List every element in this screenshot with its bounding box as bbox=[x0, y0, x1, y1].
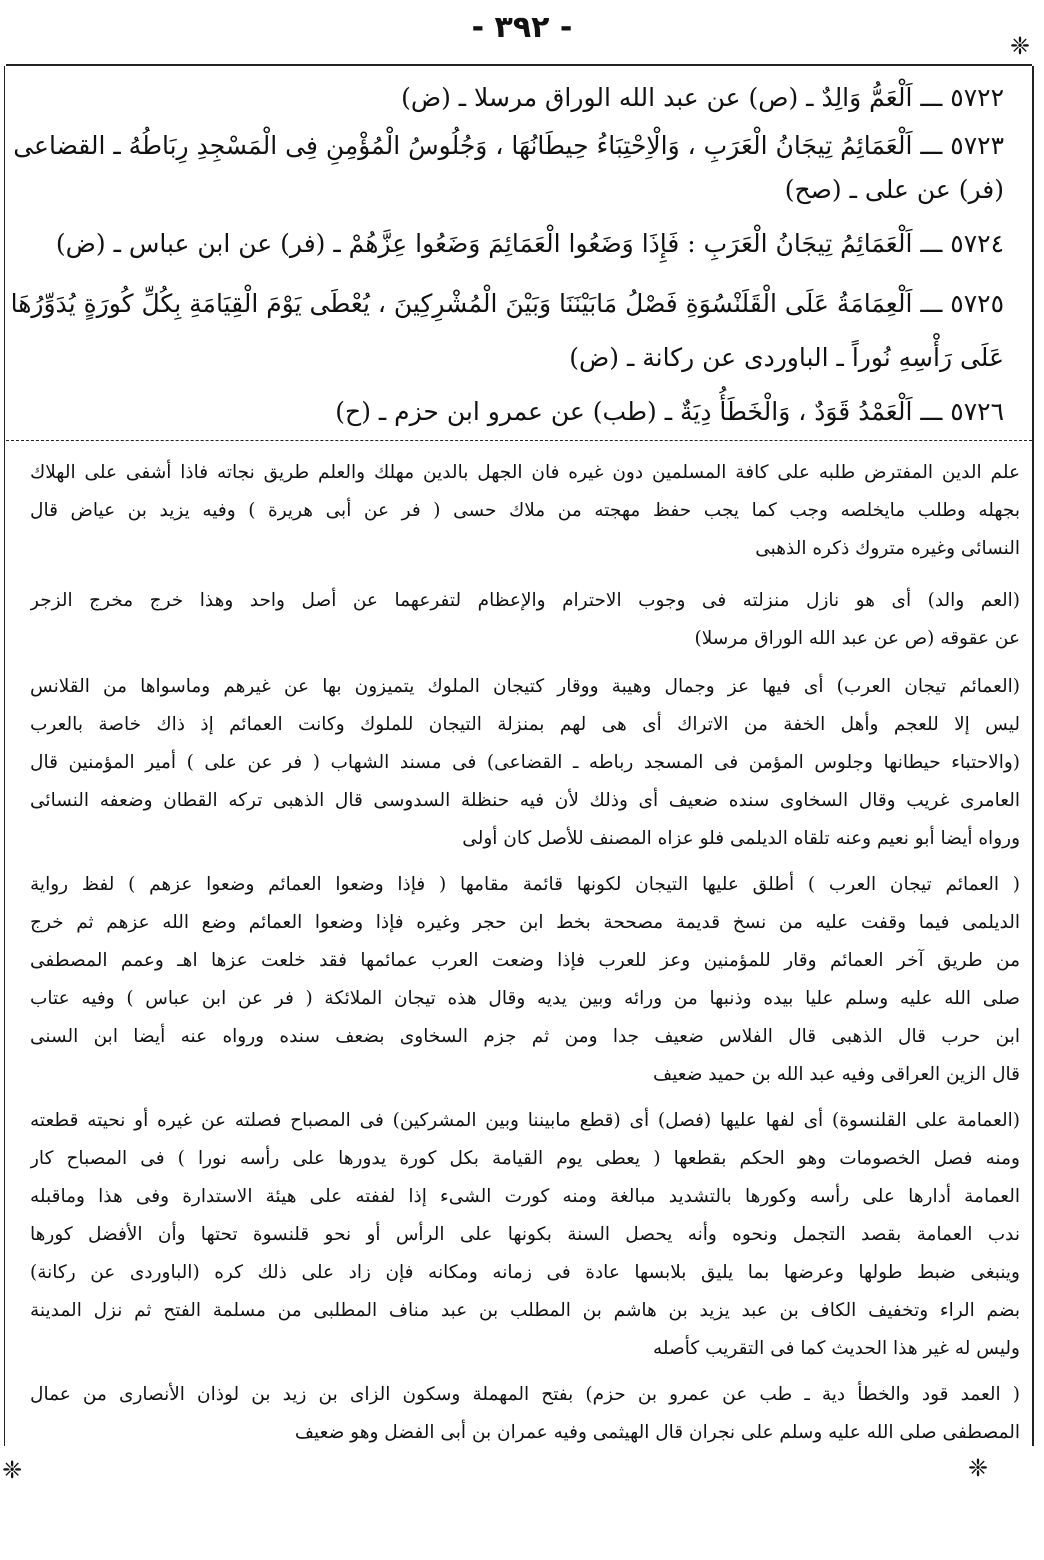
commentary-line: من طريق آخر العمائم وقار للمؤمنين وعز للعرب فإذا وضعت العرب عمائمها فقد خلعت عزها اهـ وعمم المصطفى bbox=[30, 950, 1020, 971]
commentary-line: الديلمى فيما وقفت عليه من نسخ قديمة مصححة بخط ابن حجر وغيره فإذا وضعوا العمائم وضع الله عزهم ثم خرج bbox=[30, 912, 1020, 933]
commentary-line: قال الزين العراقى وفيه عبد الله بن حميد ضعيف bbox=[653, 1064, 1020, 1085]
hadith-line: ٥٧٢٣ ـــ اَلْعَمَائِمُ تِيجَانُ الْعَرَبِ ، وَالْاِحْتِبَاءُ حِيطَانُهَا ، وَجُلُوسُ الْمُؤْمِنِ فِى الْمَسْجِدِ رِبَاطُهُ ـ القضاعى bbox=[13, 131, 1004, 160]
hadith-line: ٥٧٢٢ ـــ اَلْعَمُّ وَالِدٌ ـ (ص) عن عبد الله الوراق مرسلا ـ (ض) bbox=[401, 83, 1004, 112]
hadith-line: (فر) عن على ـ (صح) bbox=[784, 175, 1004, 204]
commentary-line: بضم الراء وتخفيف الكاف بن عبد يزيد بن هاشم بن المطلب بن عبد مناف المطلبى من مسلمة الفتح ثم نزل المدينة bbox=[30, 1300, 1020, 1321]
hadith-line: عَلَى رَأْسِهِ نُوراً ـ الباوردى عن ركانة ـ (ض) bbox=[569, 343, 1004, 372]
commentary-line: النسائى وغيره متروك ذكره الذهبى bbox=[755, 538, 1020, 559]
commentary-line: (العمائم تيجان العرب) أى فيها عز وجمال وهيبة ووقار كتيجان الملوك يتميزون بها عن غيرهم وماسواها من القلانس bbox=[30, 676, 1020, 697]
commentary-line: ومنه فصل الخصومات وهو الحكم بقطعها ( يعطى يوم القيامة بكل كورة يدورها على رأسه نورا ) فى المصباح كار bbox=[30, 1148, 1020, 1169]
commentary-line: بجهله وطلب مايخلصه وجب كما يجب حفظ مهجته من ملاك حسى ( فر عن أبى هريرة ) وفيه يزيد بن عياض قال bbox=[30, 500, 1020, 521]
frame-top-rule bbox=[6, 64, 1032, 66]
frame-right-border bbox=[1032, 66, 1034, 1446]
frame-left-border bbox=[4, 66, 5, 1446]
commentary-line: المصطفى صلى الله عليه وسلم على نجران قال الهيثمى وفيه عمران بن أبى الفضل وهو ضعيف bbox=[294, 1422, 1020, 1443]
commentary-line: العامرى غريب وقال السخاوى سنده ضعيف أى وذلك لأن فيه حنظلة السدوسى قال الذهبى تركه القطان وضعفه النسائى bbox=[30, 790, 1020, 811]
corner-ornament-icon: ❈ bbox=[967, 1454, 988, 1482]
commentary-line: (والاحتباء حيطانها وجلوس المؤمن فى المسجد رباطه ـ القضاعى) فى مسند الشهاب ( فر عن على ) أمير المؤمنين قال bbox=[30, 752, 1020, 773]
commentary-line: ندب العمامة بقصد التجمل ونحوه وأنه يحصل السنة بكونها على الرأس أو نحو قلنسوة تحتها وأن الأفضل كورها bbox=[30, 1224, 1020, 1245]
commentary-line: (العم والد) أى هو نازل منزلته فى وجوب الاحترام والإعظام لتفرعهما عن أصل واحد وهذا خرج مخرج الزجر bbox=[30, 590, 1020, 611]
commentary-line: عن عقوقه (ص عن عبد الله الوراق مرسلا) bbox=[694, 628, 1020, 649]
hadith-line: ٥٧٢٦ ـــ اَلْعَمْدُ قَوَدٌ ، وَالْخَطَأُ دِيَةٌ ـ (طب) عن عمرو ابن حزم ـ (ح) bbox=[335, 397, 1004, 426]
commentary-line: ابن حرب قال الذهبى قال الفلاس ضعيف جدا ومن ثم جزم السخاوى بضعف سنده ورواه عنه أيضا ابن السنى bbox=[30, 1026, 1020, 1047]
commentary-line: وينبغى ضبط طولها وعرضها بما يليق بلابسها عادة فى زمانه ومكانه فإن زاد على ذلك كره (الباوردى عن ركانة) bbox=[30, 1262, 1020, 1283]
hadith-line: ٥٧٢٤ ـــ اَلْعَمَائِمُ تِيجَانُ الْعَرَبِ : فَإِذَا وَضَعُوا الْعَمَائِمَ وَضَعُوا عِزَّهُمْ ـ (فر) عن ابن عباس ـ (ض) bbox=[55, 229, 1004, 258]
hadith-line: ٥٧٢٥ ـــ اَلْعِمَامَةُ عَلَى الْقَلَنْسُوَةِ فَصْلُ مَابَيْنَنَا وَبَيْنَ الْمُشْرِكِينَ ، يُعْطَى يَوْمَ الْقِيَامَةِ بِكُلِّ كُورَةٍ يُدَوِّرُهَا bbox=[10, 289, 1004, 318]
commentary-line: (العمامة على القلنسوة) أى لفها عليها (فصل) أى (قطع مابيننا وبين المشركين) فى المصباح فصلته عن غيره أو نحيته قطعته bbox=[30, 1110, 1020, 1131]
page-number: - ٣٩٢ - bbox=[471, 10, 573, 45]
commentary-line: ( العمائم تيجان العرب ) أطلق عليها التيجان لكونها قائمة مقامها ( فإذا وضعوا العمائم وضعوا عزهم ) لفظ رواية bbox=[30, 874, 1020, 895]
section-divider bbox=[6, 440, 1032, 441]
corner-ornament-icon: ❈ bbox=[2, 1456, 23, 1484]
commentary-line: ورواه أيضا أبو نعيم وعنه تلقاه الديلمى فلو عزاه المصنف للأصل كان أولى bbox=[462, 828, 1020, 849]
corner-ornament-icon: ❈ bbox=[1009, 32, 1030, 60]
commentary-line: ( العمد قود والخطأ دية ـ طب عن عمرو بن حزم) بفتح المهملة وسكون الزاى بن زيد بن لوذان الأنصارى من عمال bbox=[30, 1384, 1020, 1405]
commentary-line: صلى الله عليه وسلم عليا بيده وذنبها من ورائه وبين يديه وقال هذه تيجان الملائكة ( فر عن ابن عباس ) وفيه عتاب bbox=[30, 988, 1020, 1009]
commentary-line: علم الدين المفترض طلبه على كافة المسلمين دون غيره فان الجهل بالدين مهلك والعلم طريق نجاته فاذا أشفى على الهلاك bbox=[30, 462, 1020, 483]
commentary-line: وليس له غير هذا الحديث كما فى التقريب كأصله bbox=[653, 1338, 1020, 1359]
commentary-line: ليس إلا للعجم وأهل الخفة من الاتراك أى هى لهم بمنزلة التيجان للملوك وكانت العمائم إذ ذاك خاصة بالعرب bbox=[30, 714, 1020, 735]
commentary-line: العمامة أدارها على رأسه وكورها بالتشديد مبالغة ومنه كورت الشىء إذا لففته على هيئة الاستدارة وفى هذا وماقبله bbox=[30, 1186, 1020, 1207]
